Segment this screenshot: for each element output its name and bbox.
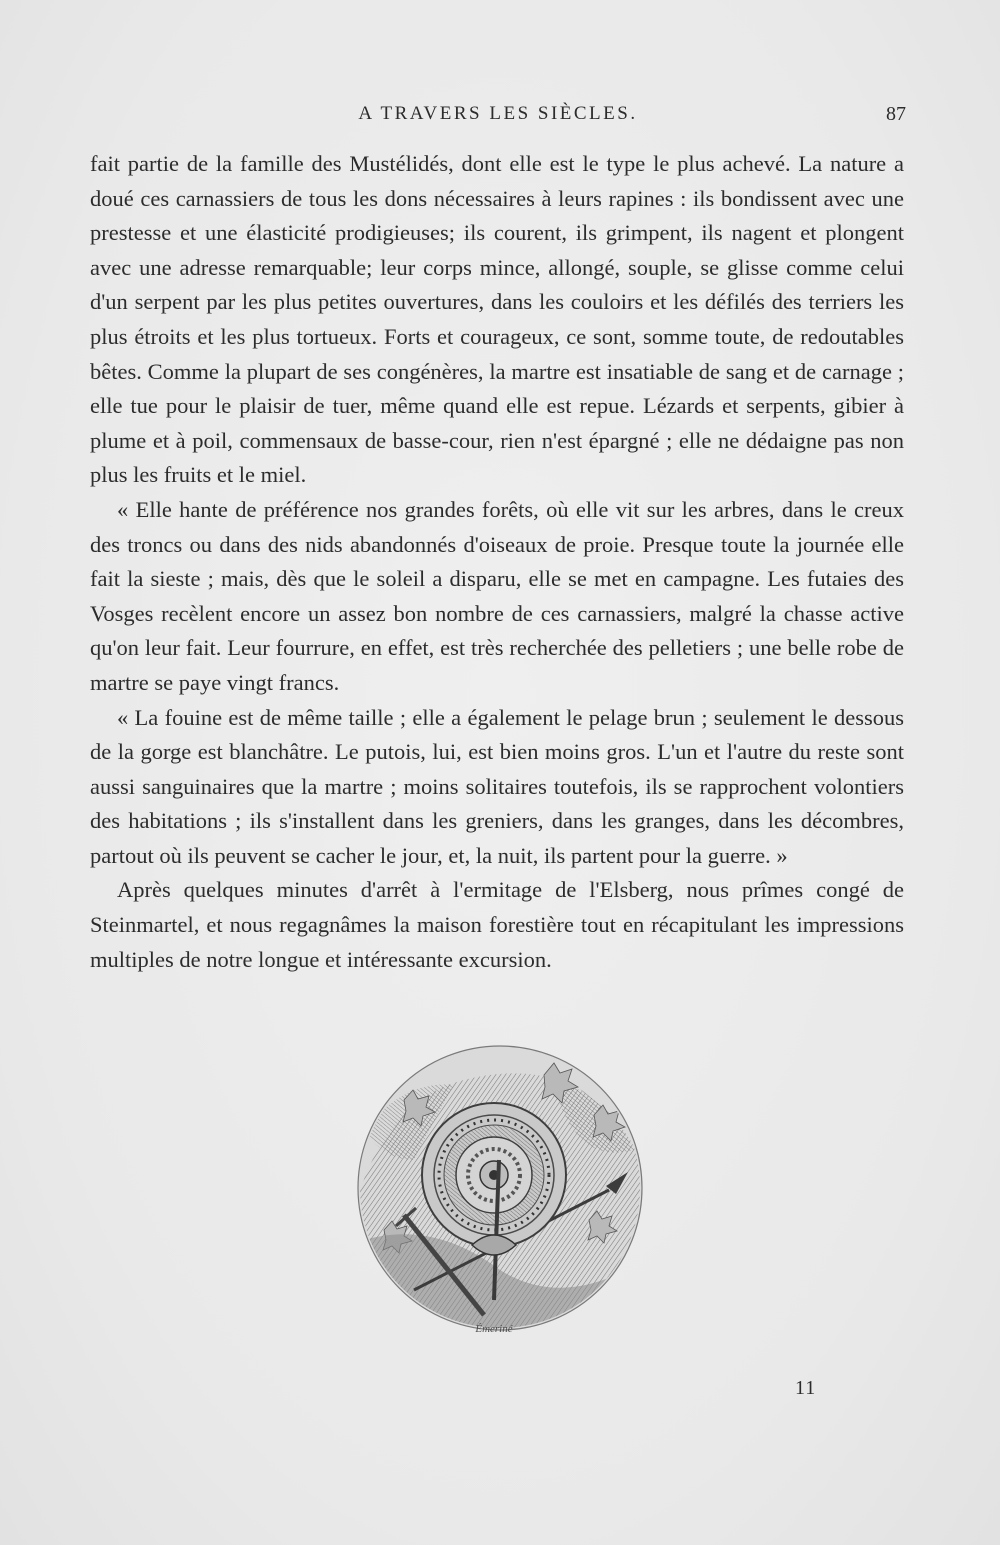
paragraph: « La fouine est de même taille ; elle a également le pelage brun ; seulement le dessous de la gorge est blanchâtre. Le putois, lui, est bien moins gros. L'un et l'autre du reste sont aussi sanguinaires que la martre ; moins solitaires toutefois, ils se rapprochent volontiers des habitations ; ils s'installent dans les greniers, dans les granges, dans les décombres, partout où ils peuvent se cacher le jour, et, la nuit, ils partent pour la guerre. » (90, 704, 904, 868)
trophy-vignette-illustration (344, 1040, 656, 1340)
body-text (90, 147, 904, 977)
paragraph: « Elle hante de préférence nos grandes forêts, où elle vit sur les arbres, dans le creux des troncs ou dans des nids abandonnés d'oiseaux de proie. Presque toute la journée elle fait la sieste ; mais, dès que le soleil a disparu, elle se met en campagne. Les futaies des Vosges recèlent encore un assez bon nombre de ces carnassiers, malgré la chasse active qu'on leur fait. Leur fourrure, en effet, est très recherchée des pelletiers ; une belle robe de martre se paye vingt francs. (90, 496, 904, 695)
running-head (90, 103, 906, 133)
paragraph: Après quelques minutes d'arrêt à l'ermitage de l'Elsberg, nous prîmes congé de Steinmartel, et nous regagnâmes la maison forestière tout en récapitulant les impressions multiples de notre longue et intéressante excursion. (90, 877, 904, 972)
engraver-signature: Émeriné (475, 1323, 513, 1335)
paragraph: fait partie de la famille des Mustélidés, dont elle est le type le plus achevé. La nature a doué ces carnassiers de tous les dons nécessaires à leurs rapines : ils bondissent avec une prestesse et une élasticité prodigieuses; ils courent, ils grimpent, ils nagent et plongent avec une adresse remarquable; leur corps mince, allongé, souple, se glisse comme celui d'un serpent par les plus petites ouvertures, dans les couloirs et les défilés des terriers les plus étroits et les plus tortueux. Forts et courageux, ce sont, somme toute, de redoutables bêtes. Comme la plupart de ses congénères, la martre est insatiable de sang et de carnage ; elle tue pour le plaisir de tuer, même quand elle est repue. Lézards et serpents, gibier à plume et à poil, commensaux de basse-cour, rien n'est épargné ; elle ne dédaigne pas non plus les fruits et le miel. (90, 151, 904, 488)
signature-mark: 11 (795, 1377, 817, 1399)
page-number: 87 (886, 103, 906, 125)
running-title: A TRAVERS LES SIÈCLES. (358, 103, 638, 124)
